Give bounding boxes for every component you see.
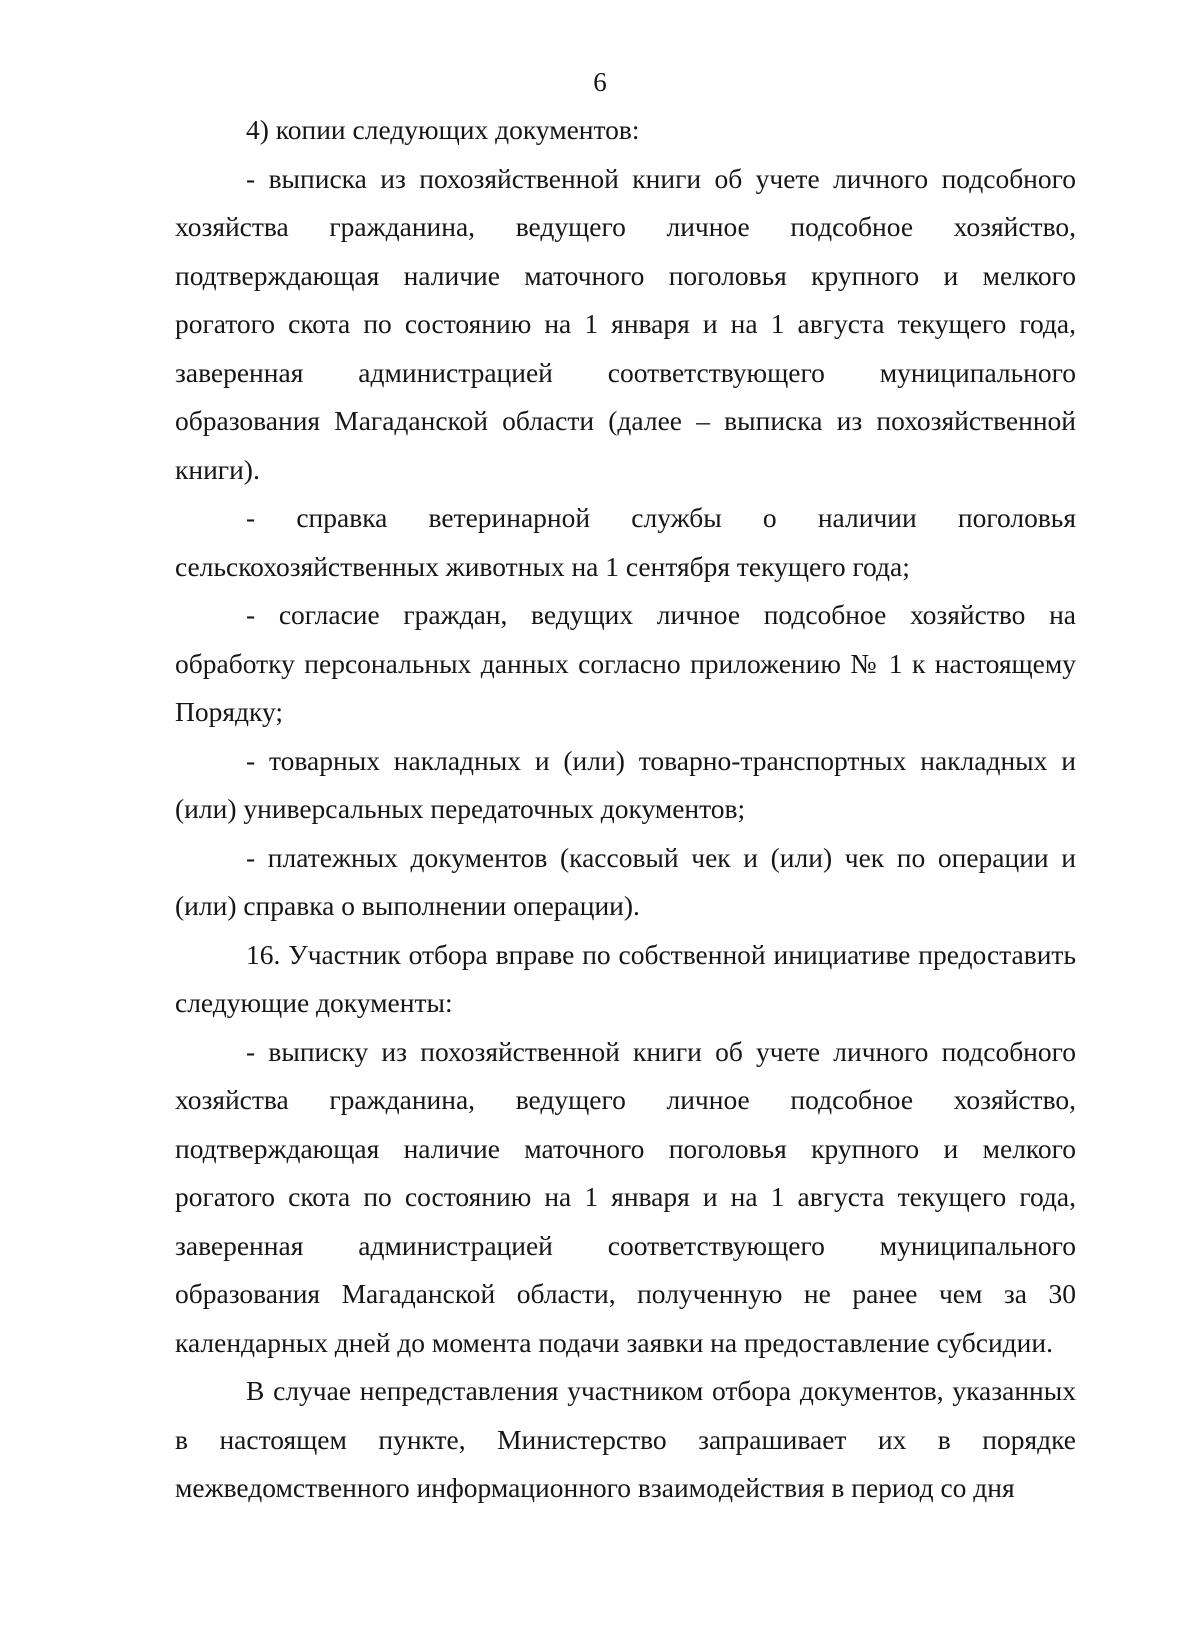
page-number: 6	[593, 67, 607, 97]
paragraph-copies-heading: 4) копии следующих документов:	[246, 114, 640, 145]
paragraph-optional-extract: - выписку из похозяйственной книги об учете личного подсобного хозяйства гражданина, ведущего личное подсобное хозяйство, подтверждающая наличие маточного поголовья крупного и мелкого рогатого скота по состоянию на 1 января и на 1 августа текущего года, заверенная администрацией соответствующего муниципального образования Магаданской области, полученную не ранее чем за 30 календарных дней до момента подачи заявки на предоставление субсидии.	[175, 1035, 1076, 1358]
paragraph-waybills: - товарных накладных и (или) товарно-транспортных накладных и (или) универсальных передаточных документов;	[175, 744, 1076, 824]
paragraph-payment-documents: - платежных документов (кассовый чек и (или) чек по операции и (или) справка о выполнении операции).	[175, 841, 1076, 921]
document-body	[175, 106, 1076, 1513]
paragraph-household-book-extract: - выписка из похозяйственной книги об учете личного подсобного хозяйства гражданина, ведущего личное подсобное хозяйство, подтверждающая наличие маточного поголовья крупного и мелкого рогатого скота по состоянию на 1 января и на 1 августа текущего года, заверенная администрацией соответствующего муниципального образования Магаданской области (далее – выписка из похозяйственной книги).	[175, 162, 1076, 485]
paragraph-consent: - согласие граждан, ведущих личное подсобное хозяйство на обработку персональных данных согласно приложению № 1 к настоящему Порядку;	[175, 599, 1076, 727]
paragraph-veterinary-certificate: - справка ветеринарной службы о наличии поголовья сельскохозяйственных животных на 1 сентября текущего года;	[175, 502, 1076, 582]
paragraph-item-16: 16. Участник отбора вправе по собственной инициативе предоставить следующие документы:	[175, 938, 1076, 1018]
paragraph-interagency-request: В случае непредставления участником отбора документов, указанных в настоящем пункте, Министерство запрашивает их в порядке межведомственного информационного взаимодействия в период со дня	[175, 1375, 1076, 1503]
